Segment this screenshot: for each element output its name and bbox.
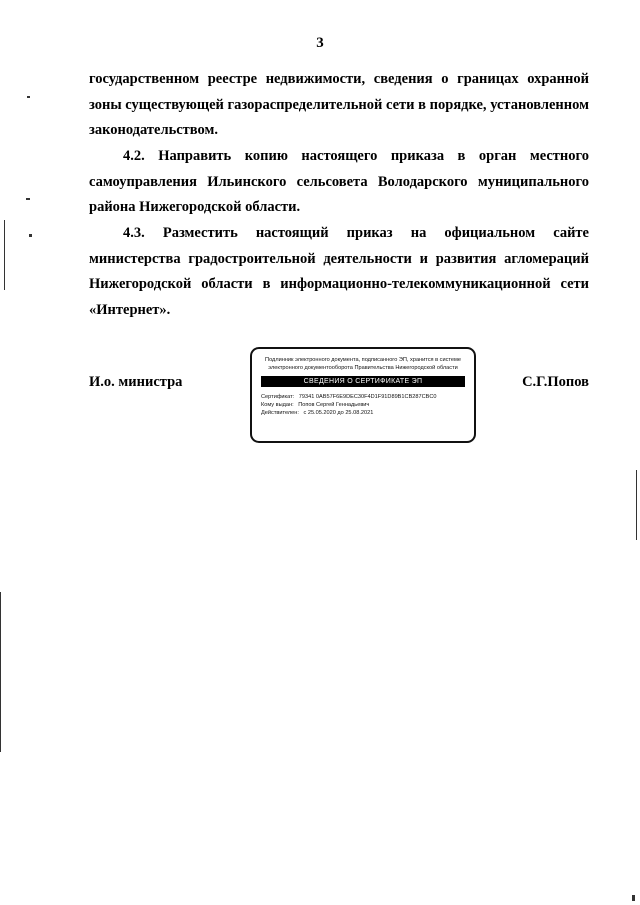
signer-name: С.Г.Попов [522,374,589,390]
valid-label: Действителен: [261,410,299,416]
issued-to-label: Кому выдан: [261,402,294,408]
page-number: 3 [316,35,324,51]
certificate-label: Сертификат: [261,394,295,400]
stamp-header: СВЕДЕНИЯ О СЕРТИФИКАТЕ ЭП [261,376,465,387]
paragraph-text: 4.2. Направить копию настоящего приказа в орган местного самоуправления Ильинского сельсовета Володарского муниципального района Нижегородской области. [89,148,589,215]
certificate-value: 79341 0AB57F6E9DEC30F4D1F91D89B1CB287CBC0 [298,394,437,400]
certificate-row [261,393,474,401]
scan-mark [0,592,1,752]
scan-mark [29,234,32,237]
signer-role: И.о. министра [89,374,183,390]
scan-mark [636,470,637,540]
paragraph-continuation [89,67,589,144]
e-signature-stamp [250,347,476,443]
stamp-note: Подлинник электронного документа, подписанного ЭП, хранится в системе электронного документооборота Правительства Нижегородской области [265,357,461,371]
scan-mark [4,220,5,290]
scan-mark [26,198,30,200]
valid-value: с 25.05.2020 до 25.08.2021 [303,410,374,416]
scan-mark [27,96,30,98]
scan-mark [632,895,635,901]
paragraph-item-4-2 [89,144,589,221]
issued-to-value: Попов Сергей Геннадьевич [298,402,370,408]
paragraph-item-4-3 [89,221,589,323]
issued-to-row [261,401,474,409]
paragraph-text: государственном реестре недвижимости, сведения о границах охранной зоны существующей газораспределительной сети в порядке, установленном законодательством. [89,71,589,138]
stamp-details [252,393,474,417]
paragraph-text: 4.3. Разместить настоящий приказ на официальном сайте министерства градостроительной деятельности и развития агломераций Нижегородской области в информационно-телекоммуникационной сети «Интернет». [89,225,589,318]
valid-row [261,409,474,417]
